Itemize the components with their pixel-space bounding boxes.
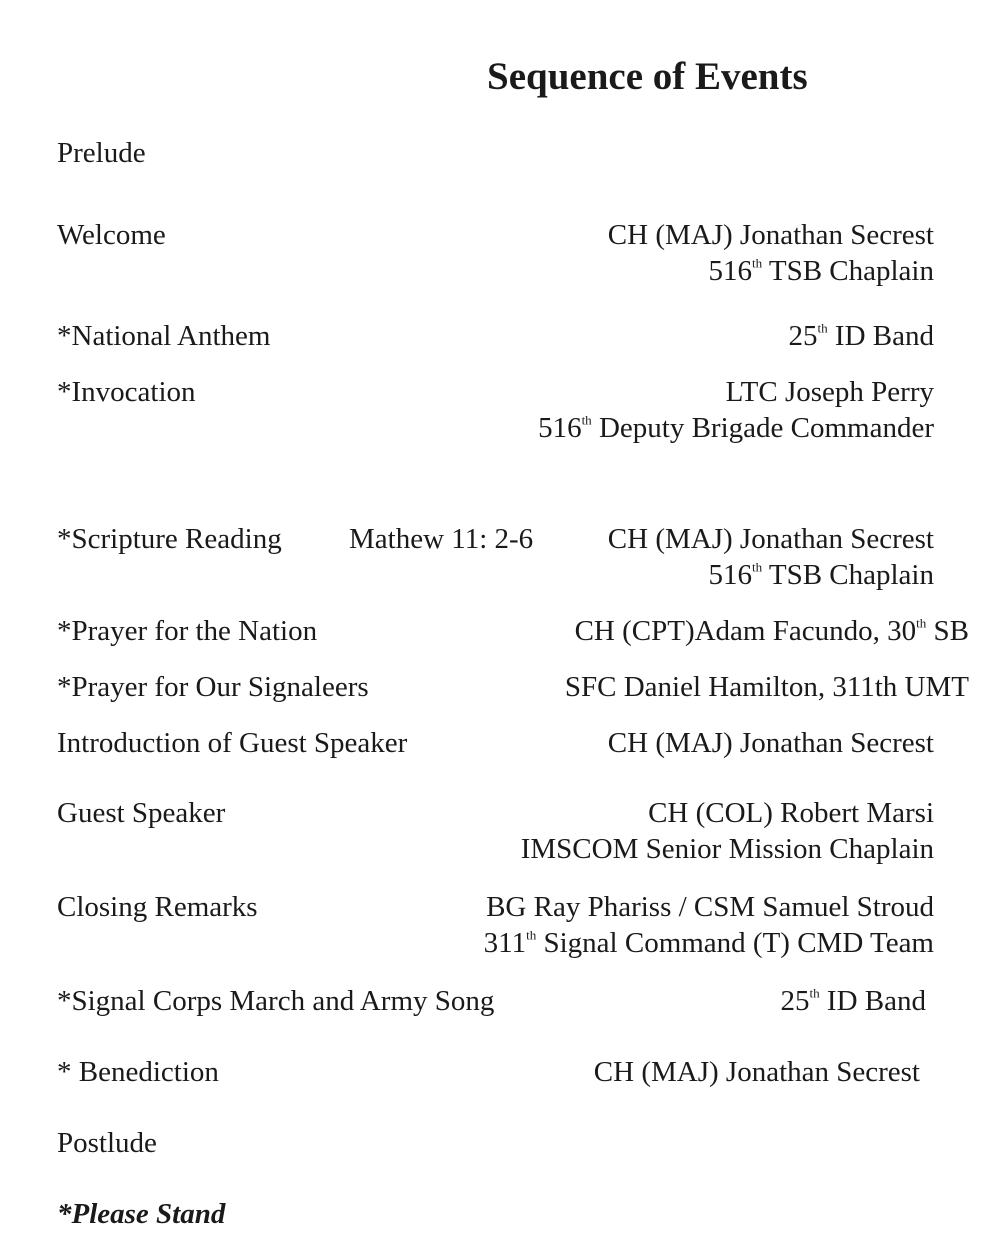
event-label-introduction: Introduction of Guest Speaker (57, 727, 408, 759)
event-person-prayer-nation: CH (CPT)Adam Facundo, 30th SB (574, 615, 969, 647)
event-person-prayer-signaleers: SFC Daniel Hamilton, 311th UMT (564, 671, 969, 703)
event-role-welcome: 516th TSB Chaplain (708, 255, 934, 287)
event-person-introduction: CH (MAJ) Jonathan Secrest (607, 727, 934, 759)
event-label-postlude: Postlude (57, 1127, 157, 1159)
event-label-scripture-reading: *Scripture Reading (57, 523, 282, 555)
event-label-guest-speaker: Guest Speaker (57, 797, 226, 829)
event-label-welcome: Welcome (57, 219, 166, 251)
event-person-invocation: LTC Joseph Perry (725, 376, 934, 408)
event-label-benediction: * Benediction (57, 1056, 219, 1088)
event-role-closing-remarks: 311th Signal Command (T) CMD Team (483, 927, 934, 959)
event-person-closing-remarks: BG Ray Phariss / CSM Samuel Stroud (486, 891, 934, 923)
event-role-invocation: 516th Deputy Brigade Commander (538, 412, 934, 444)
event-role-scripture-reading: 516th TSB Chaplain (708, 559, 934, 591)
event-label-prelude: Prelude (57, 137, 146, 169)
event-person-benediction: CH (MAJ) Jonathan Secrest (593, 1056, 920, 1088)
event-person-signal-corps-march: 25th ID Band (780, 985, 926, 1017)
event-label-prayer-nation: *Prayer for the Nation (57, 615, 318, 647)
scripture-reference: Mathew 11: 2-6 (349, 523, 534, 555)
event-label-invocation: *Invocation (57, 376, 196, 408)
event-label-national-anthem: *National Anthem (57, 320, 271, 352)
event-role-guest-speaker: IMSCOM Senior Mission Chaplain (520, 833, 934, 865)
event-person-welcome: CH (MAJ) Jonathan Secrest (607, 219, 934, 251)
event-label-prayer-signaleers: *Prayer for Our Signaleers (57, 671, 369, 703)
event-person-guest-speaker: CH (COL) Robert Marsi (648, 797, 934, 829)
event-person-scripture-reading: CH (MAJ) Jonathan Secrest (607, 523, 934, 555)
event-label-signal-corps-march: *Signal Corps March and Army Song (57, 985, 495, 1017)
event-label-closing-remarks: Closing Remarks (57, 891, 258, 923)
event-person-national-anthem: 25th ID Band (788, 320, 934, 352)
page-title: Sequence of Events (487, 55, 808, 98)
please-stand-note: *Please Stand (57, 1198, 226, 1230)
